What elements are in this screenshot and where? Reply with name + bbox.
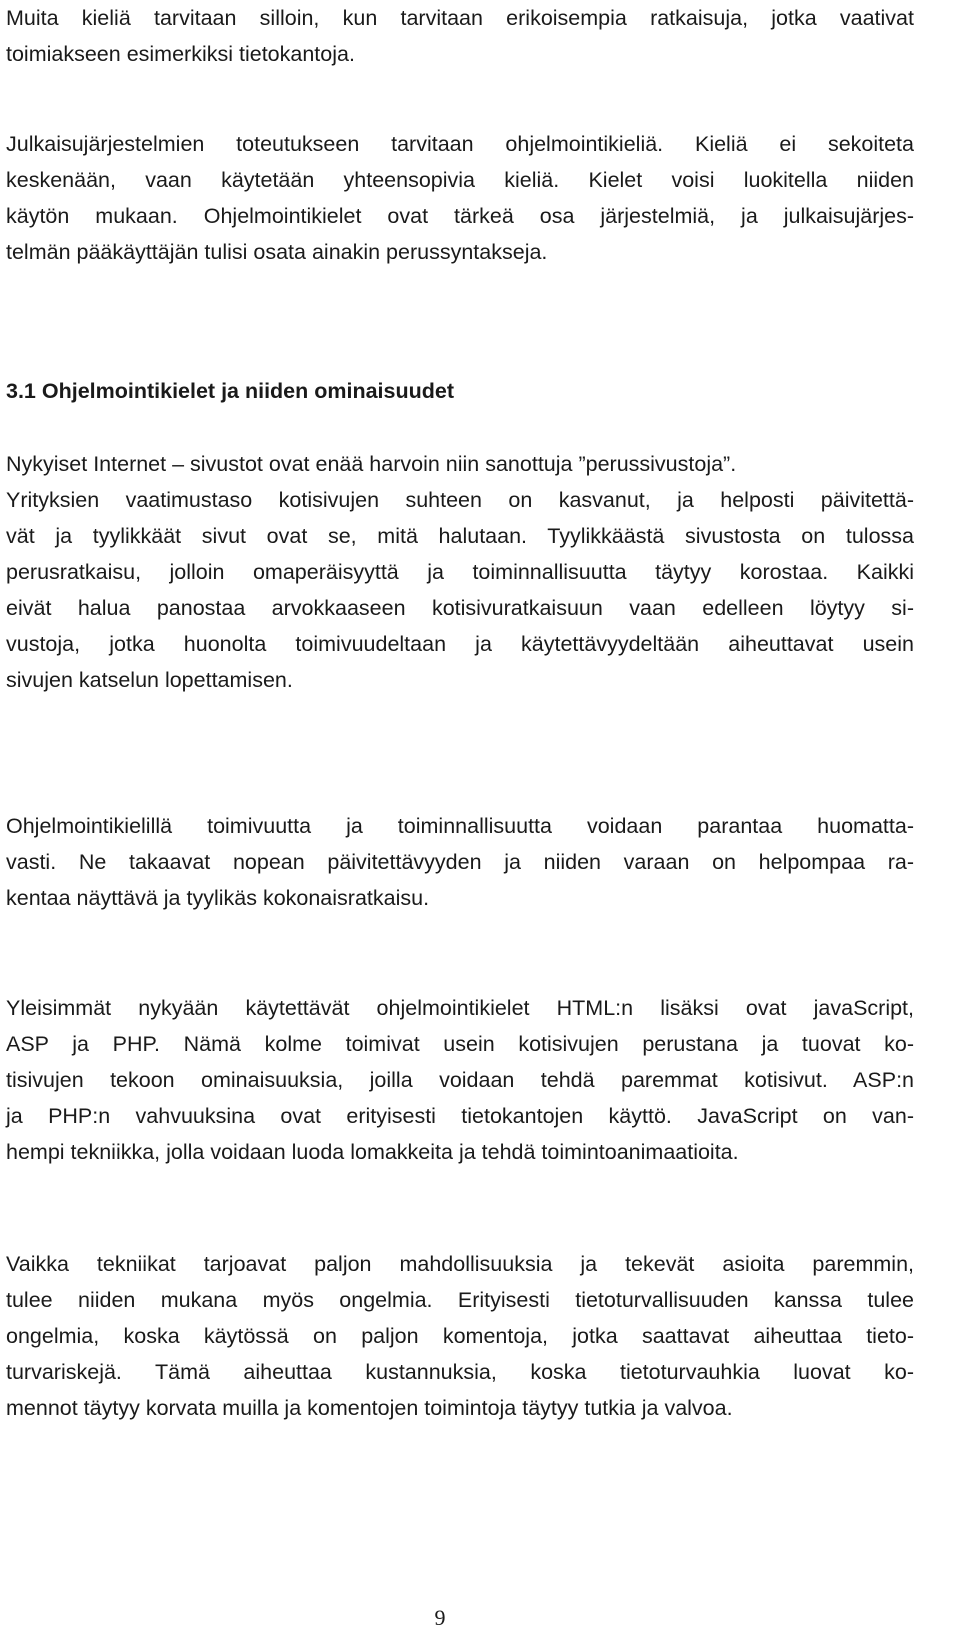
text-line: ASP ja PHP. Nämä kolme toimivat usein kotisivujen perustana ja tuovat ko- xyxy=(6,1032,914,1056)
text-line: hempi tekniikka, jolla voidaan luoda lomakkeita ja tehdä toimintoanimaatioita. xyxy=(6,1140,739,1164)
text-line: käytön mukaan. Ohjelmointikielet ovat tärkeä osa järjestelmiä, ja julkaisujärjes- xyxy=(6,204,914,228)
paragraph xyxy=(6,990,914,1170)
text-line: tisivujen tekoon ominaisuuksia, joilla voidaan tehdä paremmat kotisivut. ASP:n xyxy=(6,1068,914,1092)
text-line: vasti. Ne takaavat nopean päivitettävyyden ja niiden varaan on helpompaa ra- xyxy=(6,850,914,874)
text-line: turvariskejä. Tämä aiheuttaa kustannuksia, koska tietoturvauhkia luovat ko- xyxy=(6,1360,914,1384)
text-line: telmän pääkäyttäjän tulisi osata ainakin perussyntakseja. xyxy=(6,240,548,264)
text-line: vät ja tyylikkäät sivut ovat se, mitä halutaan. Tyylikkäästä sivustosta on tulossa xyxy=(6,524,914,548)
text-line: toimiakseen esimerkiksi tietokantoja. xyxy=(6,42,355,66)
text-line: Yleisimmät nykyään käytettävät ohjelmointikielet HTML:n lisäksi ovat javaScript, xyxy=(6,996,914,1020)
text-line: Julkaisujärjestelmien toteutukseen tarvitaan ohjelmointikieliä. Kieliä ei sekoiteta xyxy=(6,132,914,156)
text-line: Yrityksien vaatimustaso kotisivujen suhteen on kasvanut, ja helposti päivitettä- xyxy=(6,488,914,512)
text-line: mennot täytyy korvata muilla ja komentojen toimintoja täytyy tutkia ja valvoa. xyxy=(6,1396,733,1420)
text-line: keskenään, vaan käytetään yhteensopivia kieliä. Kielet voisi luokitella niiden xyxy=(6,168,914,192)
paragraph xyxy=(6,446,914,698)
section-heading: 3.1 Ohjelmointikielet ja niiden ominaisuudet xyxy=(6,379,455,403)
paragraph xyxy=(6,1246,914,1426)
text-line: kentaa näyttävä ja tyylikäs kokonaisratkaisu. xyxy=(6,886,430,910)
text-line: Vaikka tekniikat tarjoavat paljon mahdollisuuksia ja tekevät asioita paremmin, xyxy=(6,1252,914,1276)
text-line: eivät halua panostaa arvokkaaseen kotisivuratkaisuun vaan edelleen löytyy si- xyxy=(6,596,914,620)
text-line: ongelmia, koska käytössä on paljon komentoja, jotka saattavat aiheuttaa tieto- xyxy=(6,1324,914,1348)
paragraph xyxy=(6,126,914,270)
paragraph xyxy=(6,808,914,916)
text-line: Nykyiset Internet – sivustot ovat enää harvoin niin sanottuja ”perussivustoja”. xyxy=(6,452,737,476)
text-line: ja PHP:n vahvuuksina ovat erityisesti tietokantojen käyttö. JavaScript on van- xyxy=(6,1104,914,1128)
text-line: sivujen katselun lopettamisen. xyxy=(6,668,293,692)
text-line: perusratkaisu, jolloin omaperäisyyttä ja toiminnallisuutta täytyy korostaa. Kaikki xyxy=(6,560,914,584)
text-line: vustoja, jotka huonolta toimivuudeltaan ja käytettävyydeltään aiheuttavat usein xyxy=(6,632,914,656)
text-line: Muita kieliä tarvitaan silloin, kun tarvitaan erikoisempia ratkaisuja, jotka vaativat xyxy=(6,6,914,30)
text-line: Ohjelmointikielillä toimivuutta ja toiminnallisuutta voidaan parantaa huomatta- xyxy=(6,814,914,838)
text-line: tulee niiden mukana myös ongelmia. Erityisesti tietoturvallisuuden kanssa tulee xyxy=(6,1288,914,1312)
page-number: 9 xyxy=(434,1605,446,1630)
paragraph xyxy=(6,0,914,72)
